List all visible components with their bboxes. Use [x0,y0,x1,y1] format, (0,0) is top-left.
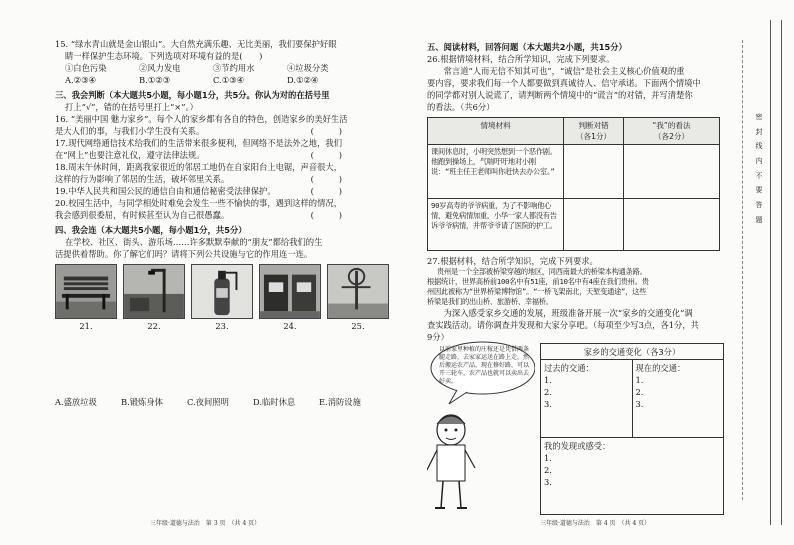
q20-line2: 我会感到很委屈，有时候甚至认为自己很愚蠢。 ( ) [55,210,342,221]
section3-heading: 三、我会判断（本大题共5小题，每小题1分，共5分。你认为对的在括号里 [55,90,330,101]
q20-answer-paren[interactable]: ( ) [310,210,342,221]
q26-line5: 的看法。（共6分） [427,102,495,113]
case1-opinion-cell[interactable] [624,145,720,199]
trash-bin-photo [259,264,321,319]
q15-line1: 15. “绿水青山就是金山银山”。大自然充满乐趣、无比美丽，我们要保护好眼 [55,39,337,49]
list-item: 1. [544,453,552,464]
now-traffic-label: 现在的交通： [635,363,686,373]
q17-line2: 在“网上”也要注意礼仪，遵守法律法规。 ( ) [55,150,342,161]
fire-extinguisher-icon [192,265,252,318]
fire-extinguisher-photo [191,264,253,319]
exercise-equipment-photo [327,264,389,319]
photo-numbers [55,320,400,332]
q26-line3: 要内容，要求我们每一个人都要做到真诚待人、信守承诺。下面两个情境中 [427,78,701,89]
page4-footer: 三年级·道德与法治 第 4 页 （共 4 页） [540,520,651,527]
q27-material-line2: 根据统计，世界高桥前100名中有51座，前10名中有4座在我们贵州。贵 [427,277,649,287]
facility-uses [55,396,400,408]
case1-text: 课间休息时，小明突然想到一个恶作剧。他跑到操场上，气喘吁吁地对小刚说：“班主任王老师叫你赶快去办公室。” [428,145,564,199]
use-option[interactable]: D.临时休息 [253,397,296,408]
left-page [55,38,400,408]
past-traffic-label: 过去的交通： [544,363,594,373]
traffic-box-title: 家乡的交通变化（各3分） [541,344,723,360]
use-option[interactable]: A.盛放垃圾 [55,397,97,408]
q15-choice: A.②③④ [65,75,96,86]
seal-line-text: 密 封 线 内 不 要 答 题 [755,113,770,224]
right-page [427,38,727,488]
q27-line1: 27.根据材料，结合所学知识，完成下列要求。 [427,256,598,267]
trash-bin-icon [260,265,320,318]
now-traffic-cell[interactable] [632,360,724,437]
q15-option: ①白色污染 [65,63,107,74]
seal-line [742,40,770,500]
q15-options-row1 [55,62,400,74]
photo-number: 21. [79,321,93,332]
q19-answer-paren[interactable]: ( ) [310,186,342,197]
traffic-compare-row [541,360,723,438]
q16-line2: 是大人们的事，与我们小学生没有关系。 ( ) [55,126,342,137]
q16-line1: 16. “美丽中国 魅力家乡”。每个人的家乡都有各自的特色，创造家乡的美好生活 [55,114,348,125]
section4-intro-line1: 在学校、社区、街头、游乐场……许多默默奉献的“朋友”都给我们的生 [65,237,323,248]
q27-task-line1: 为深入感受家乡交通的发展，班级准备开展一次“家乡的交通变化”调 [427,308,693,319]
table-header-case: 情境材料 [428,118,564,145]
street-lamp-photo [123,264,185,319]
q18-answer-paren[interactable]: ( ) [310,174,342,185]
photo-number: 22. [147,321,161,332]
section3-heading-cont: 打上“√”，错的在括号里打上“×”。） [65,102,198,113]
binding-spine [770,20,782,525]
facility-photos [55,264,400,319]
q27-material-line1: 贵州是一个全部被桥梁穿越的地区，同西南最大的桥梁本构通条路。 [437,267,647,277]
use-option[interactable]: C.夜间照明 [187,397,229,408]
list-item: 1. [635,375,644,386]
photo-number: 24. [283,321,297,332]
section4-intro-line2: 活提供着帮助。你了解它们吗？请将下列公共设施与它的作用连一连。 [55,249,313,260]
q15-line2: 睛一样保护生态环境。下列选项对环境有益的是( ) [65,51,263,62]
q18-line2: 这样的行为影响了邻居的生活，破坏邻里关系。 ( ) [55,174,342,185]
honesty-table [427,117,720,251]
table-row [428,145,720,199]
q17-answer-paren[interactable]: ( ) [310,150,342,161]
q26-line1: 26.根据情境材料，结合所学知识，完成下列要求。 [427,54,615,65]
findings-label: 我的发现或感受： [544,441,611,451]
photo-number: 23. [215,321,229,332]
list-item: 3. [544,399,552,410]
q27-task-line2: 查实践活动。请你调查并发现和大家分享吧。（每项至少写3点，各1分，共 [427,320,699,331]
list-item: 2. [544,465,552,476]
q27-material-line3: 州因此被称为“世界桥梁博物馆”。“一桥飞架南北，天堑变通途”，这些 [427,287,647,297]
findings-cell[interactable] [541,438,723,490]
speech-bubble-text: 以前家里种植的庄稼还是凭借两条腿走路，去家家运送在路上走，然后搬运农产品，现在修好路，可以开三轮车，农产品也就可以卖出去好卖。 [439,346,530,386]
section5-heading: 五、阅读材料，回答问题（本大题共2小题，共15分） [427,42,627,52]
list-item: 3. [635,399,644,410]
use-option[interactable]: B.锻炼身体 [121,397,163,408]
q27-task-line3: 9分） [427,332,449,343]
case2-opinion-cell[interactable] [624,199,720,251]
case1-judge-cell[interactable] [564,145,624,199]
street-lamp-icon [124,265,184,318]
list-item: 2. [635,387,644,398]
q26-line2: 常言道“人而无信不知其可也”，“诚信”是社会主义核心价值观的重 [427,66,685,77]
q15-choice: B.①②③ [139,75,171,86]
q27-material-line4: 桥梁是我们的出山桥、旅游桥、幸福桥。 [427,297,553,307]
q18-line1: 18.周末午休时间，距离我家很近的邻居工地仍在自家阳台上电锯，声音很大， [55,162,342,173]
q15-option: ④垃圾分类 [287,63,329,74]
list-item: 3. [544,477,552,488]
exercise-equipment-icon [328,265,388,318]
q20-line1: 20.校园生活中，与同学相处时难免会发生一些不愉快的事，遇到这样的情况， [55,198,342,209]
table-header-judge: 判断对错 （各1分） [564,118,624,145]
photo-number: 25. [351,321,365,332]
q15-option: ②风力发电 [139,63,181,74]
q17-line1: 17.现代网络通信技术给我们的生活带来很多便利，但网络不是法外之地，我们 [55,138,342,149]
case2-judge-cell[interactable] [564,199,624,251]
traffic-change-box [540,343,724,515]
list-item: 2. [544,387,552,398]
section4-heading: 四、我会连（本大题共5小题，每小题1分，共5分） [55,225,247,236]
page3-footer: 三年级·道德与法治 第 3 页 （共 4 页） [150,520,261,527]
bench-icon [56,265,116,318]
q19-line1: 19.中华人民共和国公民的通信自由和通信秘密受法律保护。 ( ) [55,186,342,197]
q16-answer-paren[interactable]: ( ) [310,126,342,137]
bench-photo [55,264,117,319]
grandpa-figure [427,338,535,518]
case2-text: 90岁高寿的爷爷病重，为了不影响他心情，避免病情加重，小华一家人都没有告诉爷爷病情，并帮爷爷请了医院的护工。 [428,199,564,251]
table-header-opinion: “我”的看法 （各2分） [624,118,720,145]
q15-choice: C.①③④ [213,75,245,86]
q15-option: ③节约用水 [213,63,255,74]
past-traffic-cell[interactable] [541,360,632,437]
q15-choice: D.①②④ [287,75,319,86]
q26-line4: 的同学都对别人说谎了，请判断两个情境中的“谎言”的对错，并写清楚你 [427,90,693,101]
list-item: 1. [544,375,552,386]
q15-options-row2 [55,74,400,86]
use-option[interactable]: E.消防设施 [319,397,361,408]
table-row [428,199,720,251]
